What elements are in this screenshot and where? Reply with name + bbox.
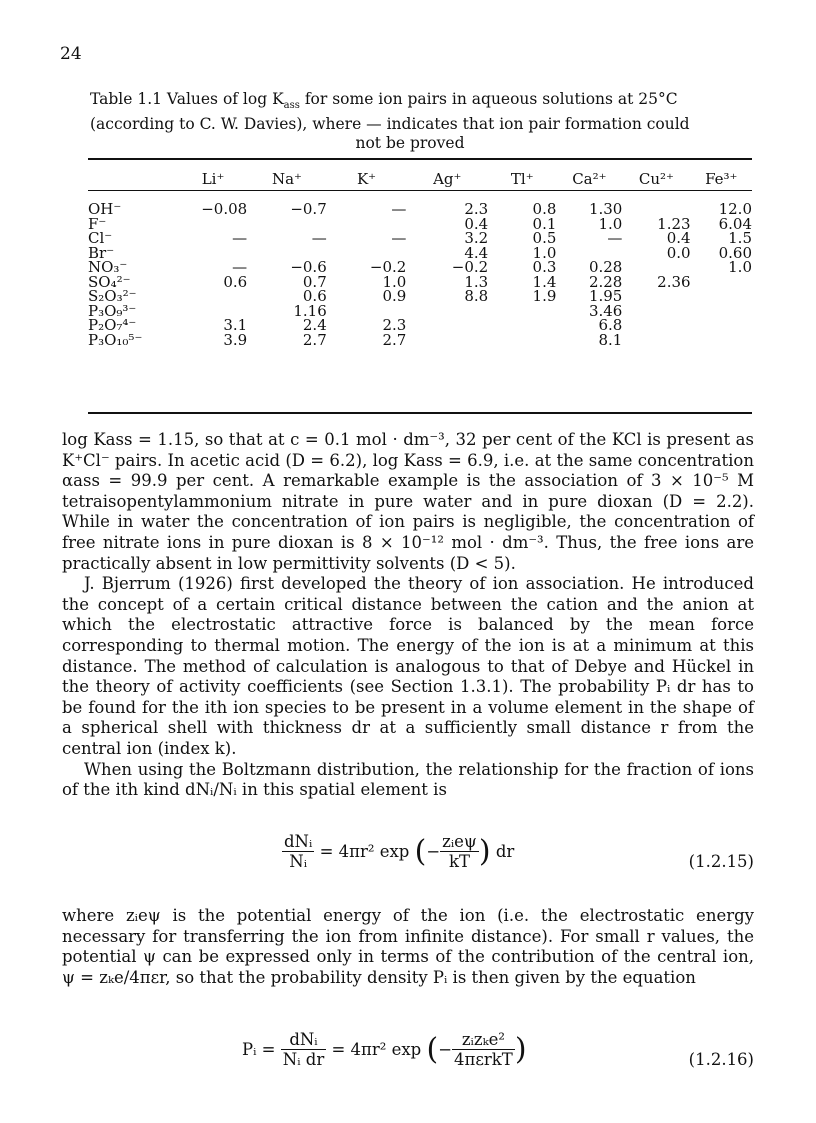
denominator: Nᵢ dr [282, 1050, 325, 1069]
ion-pair-table [88, 168, 752, 347]
value-cell: 0.3 [532, 258, 557, 276]
value-cell: — [232, 229, 248, 247]
equation-number: (1.2.16) [688, 1050, 754, 1069]
value-cell [622, 289, 690, 304]
value-cell: −0.7 [290, 200, 327, 218]
header-cell: Cu²⁺ [638, 169, 674, 188]
equation-middle: = 4πr² exp [314, 842, 415, 861]
value-cell: 1.0 [532, 243, 557, 262]
equation-tail: dr [490, 842, 515, 861]
header-cell: Tl⁺ [510, 169, 534, 188]
value-cell: 0.5 [532, 229, 557, 247]
paragraph: where zᵢeψ is the potential energy of the ion (i.e. the electrostatic energy necessary for transferring the ion from infinite distance). For small r values, the potential ψ can be expressed only in terms of the contribution of the central ion, ψ = zₖe/4πεr, so that the probability density Pᵢ is then given by the equation [62, 906, 754, 987]
value-cell: 1.30 [588, 200, 623, 218]
header-cell: Fe³⁺ [705, 169, 738, 188]
equation-middle: = 4πr² exp [326, 1040, 427, 1059]
equation-1-2-15 [62, 832, 754, 892]
value-cell [691, 289, 752, 304]
body-text-lower [62, 906, 754, 988]
value-cell: 1.95 [588, 287, 623, 305]
table-row [88, 275, 752, 290]
anion-cell: F⁻ [88, 214, 107, 233]
anion-cell: NO₃⁻ [88, 258, 128, 276]
value-cell: 1.0 [382, 272, 407, 291]
value-cell: 0.9 [382, 287, 407, 305]
value-cell [406, 333, 488, 348]
value-cell: 3.2 [464, 229, 489, 247]
value-cell: 4.4 [464, 243, 489, 262]
value-cell: 0.6 [302, 287, 327, 305]
value-cell: 0.0 [666, 243, 691, 262]
value-cell: 6.8 [598, 316, 623, 334]
value-cell [179, 289, 247, 304]
value-cell [691, 304, 752, 319]
header-cell: Li⁺ [201, 169, 225, 188]
denominator: Nᵢ [289, 852, 308, 871]
value-cell: −0.6 [290, 258, 327, 276]
value-cell: — [232, 258, 248, 276]
value-cell: 6.04 [718, 214, 752, 233]
value-cell: 2.36 [657, 272, 691, 291]
equation-1-2-16 [62, 1030, 754, 1090]
fraction [282, 832, 314, 871]
value-cell [622, 304, 690, 319]
anion-cell: OH⁻ [88, 200, 122, 218]
caption-line1-end: for some ion pairs in aqueous solutions at 25°C [299, 90, 678, 108]
value-cell [406, 304, 488, 319]
value-cell [622, 318, 690, 333]
value-cell: 0.4 [464, 214, 489, 233]
anion-cell: P₃O₉³⁻ [88, 301, 137, 320]
caption-line3: not be proved [355, 134, 465, 153]
table-caption [90, 90, 730, 153]
body-text-upper [62, 430, 754, 801]
value-cell [488, 304, 556, 319]
value-cell: 1.3 [464, 272, 489, 291]
value-cell: 3.46 [588, 301, 623, 320]
value-cell: 8.8 [464, 287, 489, 305]
minus-sign: − [438, 1040, 453, 1059]
value-cell: −0.2 [369, 258, 407, 276]
header-cell: K⁺ [356, 169, 377, 188]
value-cell: 2.3 [464, 200, 489, 218]
table-row [88, 217, 752, 232]
value-cell: 0.6 [223, 272, 248, 291]
page-number: 24 [60, 44, 82, 64]
fraction [452, 1030, 515, 1069]
fraction [440, 832, 479, 871]
equation-formula: $\frac{\text{dNᵢ}}{\text{Nᵢ}}$ = 4πr² exp (− $\frac{\text{zᵢeψ}}{kT}$ ) dr [284, 832, 515, 871]
equation-lhs: Pᵢ = [242, 1040, 281, 1059]
numerator: zᵢeψ [442, 832, 477, 851]
value-cell: 12.0 [718, 200, 752, 218]
table-row [88, 260, 752, 275]
table-header-row [88, 168, 752, 190]
value-cell: 1.4 [532, 272, 557, 291]
value-cell: 2.7 [382, 330, 407, 349]
table-bottom-rule [88, 412, 752, 414]
value-cell: 2.28 [588, 272, 623, 291]
anion-cell: Cl⁻ [88, 229, 113, 247]
table-row [88, 318, 752, 333]
value-cell [622, 333, 690, 348]
value-cell: 2.7 [302, 330, 327, 349]
value-cell: 1.9 [532, 287, 557, 305]
table-row [88, 304, 752, 319]
value-cell: 0.7 [302, 272, 327, 291]
value-cell: −0.2 [451, 258, 489, 276]
anion-cell: S₂O₃²⁻ [88, 287, 137, 305]
anion-cell: P₃O₁₀⁵⁻ [88, 330, 143, 349]
value-cell [488, 318, 556, 333]
header-cell: Ag⁺ [433, 169, 462, 188]
header-cell [88, 168, 179, 190]
value-cell: 3.9 [223, 330, 248, 349]
fraction [281, 1030, 326, 1069]
caption-line1: Table 1.1 Values of log K [90, 90, 284, 108]
minus-sign: − [426, 842, 441, 861]
anion-cell: SO₄²⁻ [88, 272, 131, 291]
table-body [88, 202, 752, 347]
anion-cell: P₂O₇⁴⁻ [88, 316, 137, 334]
value-cell: −0.08 [201, 200, 248, 218]
denominator: 4πεrkT [454, 1050, 513, 1069]
anion-cell: Br⁻ [88, 243, 115, 262]
caption-line2: (according to C. W. Davies), where — indicates that ion pair formation could [90, 115, 690, 134]
paragraph: When using the Boltzmann distribution, the relationship for the fraction of ions of the ith kind dNᵢ/Nᵢ in this spatial element is [62, 759, 754, 800]
caption-subscript: ass [283, 100, 300, 112]
table-row [88, 202, 752, 217]
numerator: zᵢzₖe² [452, 1030, 515, 1050]
paragraph: log Kass = 1.15, so that at c = 0.1 mol · dm⁻³, 32 per cent of the KCl is present as K⁺Cl⁻ pairs. In acetic acid (D = 6.2), log Kass = 6.9, i.e. at the same concentration αass = 99.9 per cent. A remarkable example is the association of 3 × 10⁻⁵ M tetraisopentylammonium nitrate in pure water and in pure dioxan (D = 2.2). While in water the concentration of ion pairs is negligible, the concentration of free nitrate ions in pure dioxan is 8 × 10⁻¹² mol · dm⁻³. Thus, the free ions are practically absent in low permittivity solvents (D < 5). [62, 430, 754, 573]
value-cell: 3.1 [223, 316, 248, 334]
value-cell: — [607, 229, 623, 247]
table-row [88, 289, 752, 304]
value-cell [691, 333, 752, 348]
value-cell: 1.5 [728, 229, 752, 247]
table-top-rule [88, 158, 752, 160]
value-cell: — [391, 200, 407, 218]
value-cell: 1.23 [657, 214, 691, 233]
header-cell: Na⁺ [271, 169, 302, 188]
value-cell: 8.1 [598, 330, 623, 349]
value-cell: 2.4 [302, 316, 327, 334]
value-cell: 1.0 [598, 214, 623, 233]
value-cell: 0.4 [666, 229, 691, 247]
value-cell: — [311, 229, 327, 247]
value-cell [691, 318, 752, 333]
numerator: dNᵢ [284, 832, 313, 851]
value-cell: 0.8 [532, 200, 557, 218]
value-cell: 0.28 [588, 258, 623, 276]
value-cell [691, 275, 752, 290]
paragraph: J. Bjerrum (1926) first developed the theory of ion association. He introduced the concept of a certain critical distance between the cation and the anion at which the electrostatic attractive force is balanced by the mean force corresponding to thermal motion. The energy of the ion is at a minimum at this distance. The method of calculation is analogous to that of Debye and Hückel in the theory of activity coefficients (see Section 1.3.1). The probability Pᵢ dr has to be found for the ith ion species to be present in a volume element in the shape of a spherical shell with thickness dr at a sufficiently small distance r from the central ion (index k). [62, 574, 754, 758]
value-cell: 0.60 [718, 243, 752, 262]
value-cell: 2.3 [382, 316, 407, 334]
equation-number: (1.2.15) [688, 852, 754, 871]
value-cell: 1.16 [293, 301, 327, 320]
table-row [88, 333, 752, 348]
equation-formula: Pᵢ = $\frac{\text{dNᵢ}}{\text{Nᵢ dr}}$ = 4πr² exp (− $\frac{\text{zᵢzₖe²}}{\text{4πεrkT}}$ ) [242, 1030, 527, 1069]
value-cell [406, 318, 488, 333]
table-row [88, 246, 752, 261]
numerator: dNᵢ [281, 1030, 326, 1050]
value-cell: 1.0 [728, 258, 752, 276]
value-cell: — [391, 229, 407, 247]
value-cell [488, 333, 556, 348]
value-cell: 0.1 [532, 214, 557, 233]
header-cell: Ca²⁺ [572, 169, 607, 188]
denominator: kT [449, 852, 471, 871]
table-row [88, 231, 752, 246]
